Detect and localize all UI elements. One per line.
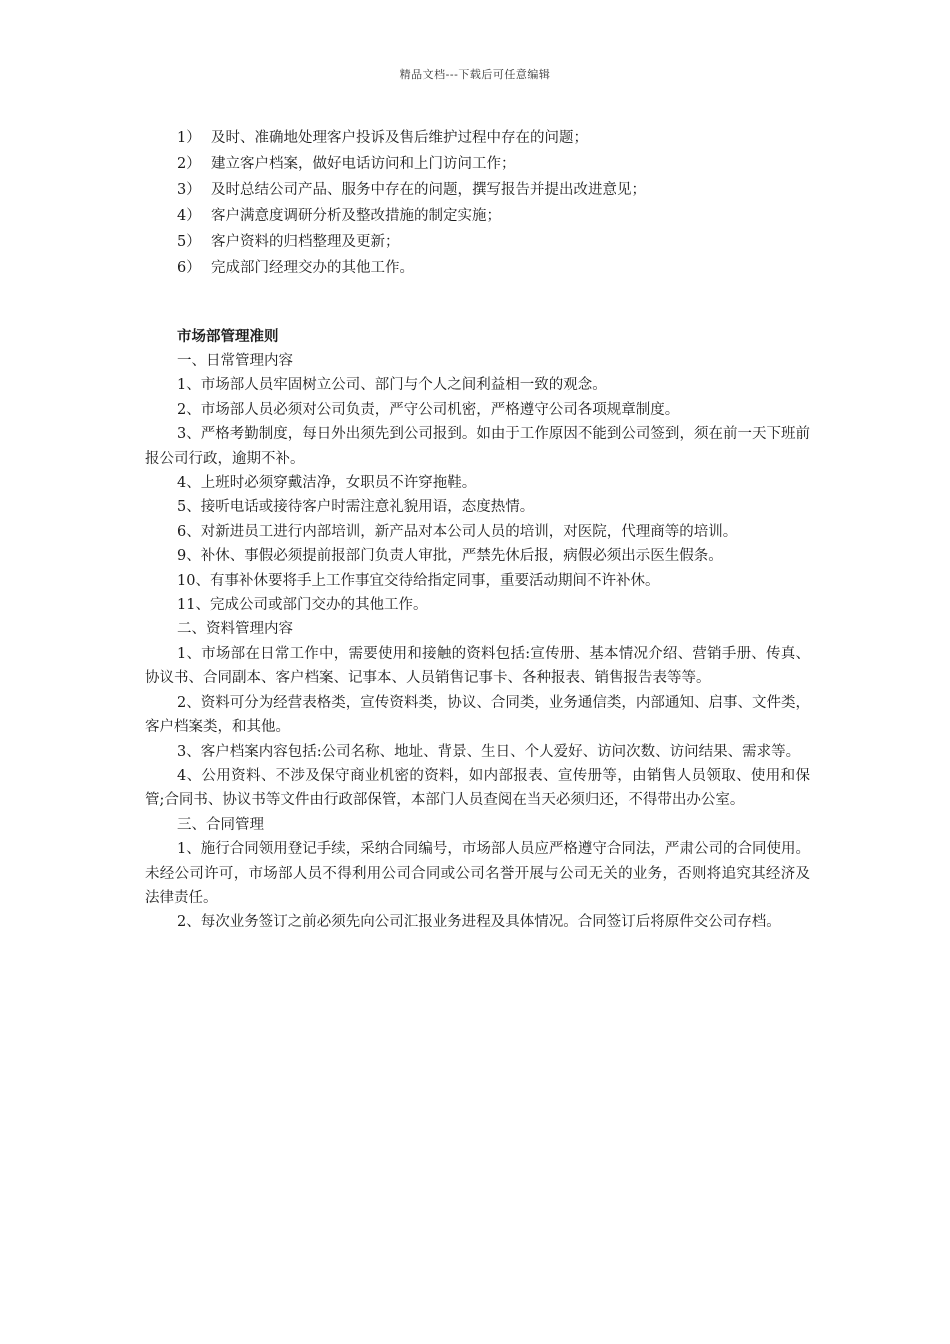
task-number: 6）	[177, 260, 201, 276]
task-text: 客户资料的归档整理及更新；	[211, 234, 400, 250]
task-item	[177, 230, 817, 256]
paragraph: 1、施行合同领用登记手续，采纳合同编号，市场部人员应严格遵守合同法，严肃公司的合同使用。未经公司许可，市场部人员不得利用公司合同或公司名誉开展与公司无关的业务，否则将追究其经济及法律责任。	[145, 841, 810, 906]
task-text: 完成部门经理交办的其他工作。	[211, 260, 414, 276]
task-item	[177, 126, 817, 152]
paragraph: 5、接听电话或接待客户时需注意礼貌用语，态度热情。	[177, 499, 535, 516]
task-item	[177, 204, 817, 230]
paragraph: 9、补休、事假必须提前报部门负责人审批，严禁先休后报，病假必须出示医生假条。	[177, 548, 723, 565]
task-number: 5）	[177, 234, 201, 250]
subsection-heading: 三、合同管理	[177, 816, 264, 833]
task-number: 1）	[177, 130, 201, 146]
paragraph: 2、市场部人员必须对公司负责，严守公司机密，严格遵守公司各项规章制度。	[177, 401, 680, 418]
task-text: 及时、准确地处理客户投诉及售后维护过程中存在的问题；	[211, 130, 588, 146]
section-title: 市场部管理准则	[177, 328, 279, 345]
subsection-heading: 二、资料管理内容	[177, 621, 293, 638]
task-item	[177, 152, 817, 178]
paragraph: 2、每次业务签订之前必须先向公司汇报业务进程及具体情况。合同签订后将原件交公司存档。	[177, 914, 781, 931]
section-body	[145, 325, 810, 935]
task-text: 及时总结公司产品、服务中存在的问题，撰写报告并提出改进意见；	[211, 182, 646, 198]
task-number: 4）	[177, 208, 201, 224]
task-text: 建立客户档案，做好电话访问和上门访问工作；	[211, 156, 516, 172]
paragraph: 10、有事补休要将手上工作事宜交待给指定同事，重要活动期间不许补休。	[177, 572, 660, 589]
page-header: 精品文档---下载后可任意编辑	[399, 68, 551, 81]
paragraph: 3、客户档案内容包括:公司名称、地址、背景、生日、个人爱好、访问次数、访问结果、需求等。	[177, 743, 801, 760]
task-text: 客户满意度调研分析及整改措施的制定实施；	[211, 208, 501, 224]
task-list	[177, 126, 817, 282]
paragraph: 1、市场部人员牢固树立公司、部门与个人之间利益相一致的观念。	[177, 377, 607, 394]
subsection-heading: 一、日常管理内容	[177, 353, 293, 369]
paragraph: 1、市场部在日常工作中，需要使用和接触的资料包括:宣传册、基本情况介绍、营销手册、传真、协议书、合同副本、客户档案、记事本、人员销售记事卡、各种报表、销售报告表等等。	[145, 645, 810, 687]
paragraph: 3、严格考勤制度，每日外出须先到公司报到。如由于工作原因不能到公司签到，须在前一天下班前报公司行政，逾期不补。	[145, 426, 810, 467]
paragraph: 4、上班时必须穿戴洁净，女职员不许穿拖鞋。	[177, 475, 477, 492]
task-item	[177, 256, 817, 282]
paragraph: 11、完成公司或部门交办的其他工作。	[177, 597, 428, 614]
task-item	[177, 178, 817, 204]
task-number: 3）	[177, 182, 201, 198]
paragraph: 4、公用资料、不涉及保守商业机密的资料，如内部报表、宣传册等，由销售人员领取、使用和保管;合同书、协议书等文件由行政部保管，本部门人员查阅在当天必须归还，不得带出办公室。	[145, 767, 810, 809]
paragraph: 6、对新进员工进行内部培训，新产品对本公司人员的培训，对医院，代理商等的培训。	[177, 523, 738, 540]
task-number: 2）	[177, 156, 201, 172]
paragraph: 2、资料可分为经营表格类，宣传资料类，协议、合同类，业务通信类，内部通知、启事、文件类，客户档案类，和其他。	[145, 694, 810, 736]
